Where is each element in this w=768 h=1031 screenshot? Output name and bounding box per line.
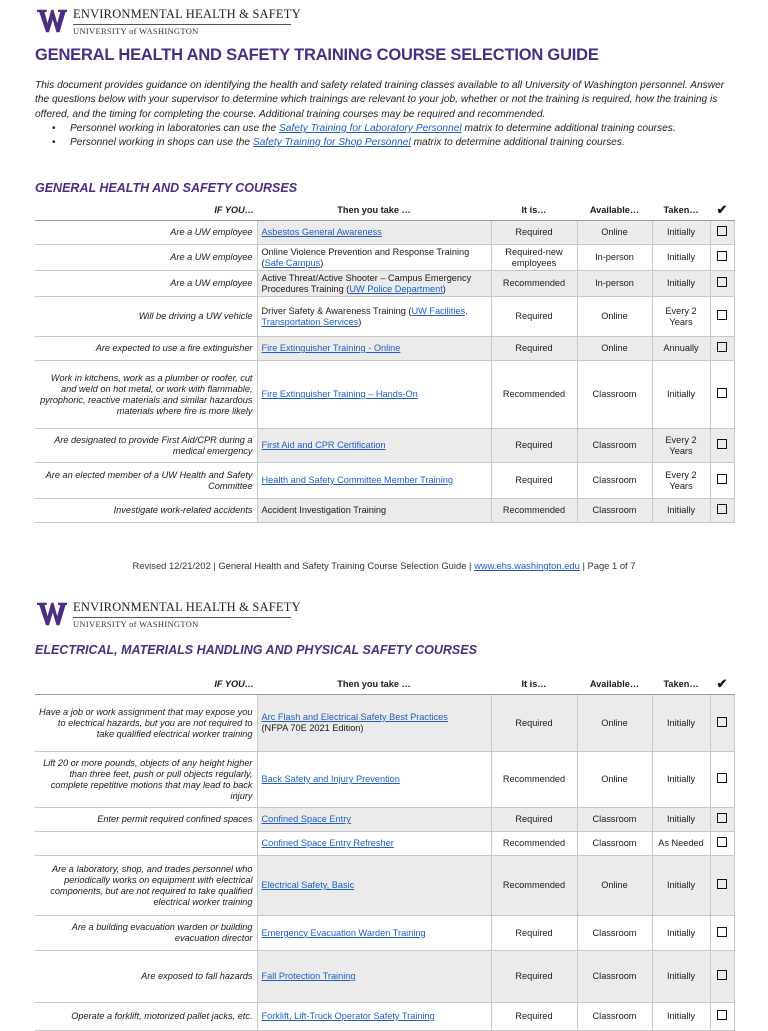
checkbox-cell <box>710 499 734 523</box>
availability-cell: Classroom <box>577 361 652 429</box>
availability-cell: Classroom <box>577 499 652 523</box>
course-cell <box>257 916 491 951</box>
course-cell <box>257 361 491 429</box>
condition-cell: Operate a forklift, motorized pallet jacks, etc. <box>35 1003 257 1031</box>
frequency-cell: Annually <box>652 337 710 361</box>
frequency-cell: Initially <box>652 916 710 951</box>
checkbox-icon[interactable] <box>717 717 727 727</box>
course-link[interactable]: Confined Space Entry <box>261 814 351 824</box>
condition-cell: Are a building evacuation warden or building evacuation director <box>35 916 257 951</box>
bullet-shop: • Personnel working in shops can use the Safety Training for Shop Personnel matrix to determine additional training courses. <box>52 137 625 148</box>
course-cell: Accident Investigation Training <box>257 499 491 523</box>
col-take: Then you take … <box>257 200 491 221</box>
availability-cell: Classroom <box>577 1003 652 1031</box>
frequency-cell: Every 2 Years <box>652 463 710 499</box>
checkbox-cell <box>710 856 734 916</box>
table-row <box>35 832 734 856</box>
bullet-lab: • Personnel working in laboratories can use the Safety Training for Laboratory Personnel matrix to determine additional training courses. <box>52 123 676 134</box>
availability-cell: Online <box>577 856 652 916</box>
checkbox-cell <box>710 337 734 361</box>
checkbox-cell <box>710 951 734 1003</box>
checkbox-icon[interactable] <box>717 879 727 889</box>
table-row <box>35 752 734 808</box>
uw-w-logo <box>37 601 67 627</box>
ehs-website-link[interactable]: www.ehs.washington.edu <box>474 560 580 571</box>
frequency-cell: Initially <box>652 752 710 808</box>
course-cell <box>257 1003 491 1031</box>
checkmark-icon: ✔ <box>710 200 734 221</box>
availability-cell: In-person <box>577 245 652 271</box>
frequency-cell: Initially <box>652 808 710 832</box>
checkbox-cell <box>710 1003 734 1031</box>
requirement-cell: Recommended <box>491 361 577 429</box>
checkbox-cell <box>710 695 734 752</box>
condition-cell: Are designated to provide First Aid/CPR during a medical emergency <box>35 429 257 463</box>
requirement-cell: Required <box>491 337 577 361</box>
course-cell <box>257 752 491 808</box>
checkbox-icon[interactable] <box>717 504 727 514</box>
lab-matrix-link[interactable]: Safety Training for Laboratory Personnel <box>278 123 462 134</box>
course-link[interactable]: Forklift, Lift-Truck Operator Safety Training <box>261 1011 435 1021</box>
course-link[interactable]: Arc Flash and Electrical Safety Best Practices <box>261 712 448 722</box>
frequency-cell: Initially <box>652 271 710 297</box>
condition-cell: Are a UW employee <box>35 245 257 271</box>
requirement-cell: Required <box>491 463 577 499</box>
table-row <box>35 337 734 361</box>
condition-cell: Investigate work-related accidents <box>35 499 257 523</box>
frequency-cell: Every 2 Years <box>652 297 710 337</box>
table-row <box>35 429 734 463</box>
course-link[interactable]: Confined Space Entry Refresher <box>261 838 394 848</box>
frequency-cell: Initially <box>652 245 710 271</box>
col-it-is: It is… <box>491 674 577 695</box>
condition-cell: Have a job or work assignment that may expose you to electrical hazards, but you are not required to take qualified electrical worker training <box>35 695 257 752</box>
checkbox-icon[interactable] <box>717 837 727 847</box>
checkbox-icon[interactable] <box>717 388 727 398</box>
section-title-general: GENERAL HEALTH AND SAFETY COURSES <box>35 181 298 195</box>
checkbox-cell <box>710 429 734 463</box>
requirement-cell: Required-new employees <box>491 245 577 271</box>
table-row <box>35 221 734 245</box>
table-row <box>35 297 734 337</box>
table-row <box>35 1003 734 1031</box>
availability-cell: Online <box>577 221 652 245</box>
intro-text: This document provides guidance on identifying the health and safety related training classes available to all University of Washington personnel. Answer the questions below with your supervisor to determine which trainings are relevant to your job, whether or not the training is required, how the training is offered, and the timing for completing the course. Additional training courses may be required and recommended. <box>35 80 725 120</box>
table-row <box>35 499 734 523</box>
checkbox-icon[interactable] <box>717 277 727 287</box>
checkbox-icon[interactable] <box>717 310 727 320</box>
col-taken: Taken… <box>652 674 710 695</box>
checkmark-icon: ✔ <box>710 674 734 695</box>
condition-cell: Are expected to use a fire extinguisher <box>35 337 257 361</box>
condition-cell: Enter permit required confined spaces <box>35 808 257 832</box>
availability-cell: Online <box>577 695 652 752</box>
requirement-cell: Recommended <box>491 832 577 856</box>
frequency-cell: Initially <box>652 221 710 245</box>
university-name: UNIVERSITY of WASHINGTON <box>73 618 199 629</box>
checkbox-cell <box>710 916 734 951</box>
availability-cell: Classroom <box>577 832 652 856</box>
course-link[interactable]: Back Safety and Injury Prevention <box>261 774 400 784</box>
table-row <box>35 808 734 832</box>
course-link[interactable]: First Aid and CPR Certification <box>261 440 386 450</box>
requirement-cell: Required <box>491 695 577 752</box>
course-link[interactable]: Health and Safety Committee Member Training <box>261 475 453 485</box>
page-footer: Revised 12/21/202 | General Health and Safety Training Course Selection Guide | www.ehs.washington.edu | Page 1 of 7 <box>132 560 636 571</box>
requirement-cell: Recommended <box>491 271 577 297</box>
checkbox-icon[interactable] <box>717 226 727 236</box>
condition-cell <box>35 832 257 856</box>
checkbox-icon[interactable] <box>717 813 727 823</box>
course-cell: Arc Flash and Electrical Safety Best Practices (NFPA 70E 2021 Edition) <box>257 695 491 752</box>
requirement-cell: Required <box>491 951 577 1003</box>
course-cell <box>257 951 491 1003</box>
requirement-cell: Recommended <box>491 752 577 808</box>
frequency-cell: Initially <box>652 951 710 1003</box>
frequency-cell: Initially <box>652 1003 710 1031</box>
table-row <box>35 271 734 297</box>
electrical-courses-table <box>35 674 735 1031</box>
condition-cell: Work in kitchens, work as a plumber or roofer, cut and weld on hot metal, or work with flammable, pyrophoric, reactive materials and similar hazardous materials where fire is more likely <box>35 361 257 429</box>
requirement-cell: Required <box>491 808 577 832</box>
frequency-cell: Every 2 Years <box>652 429 710 463</box>
frequency-cell: Initially <box>652 499 710 523</box>
checkbox-icon[interactable] <box>717 970 727 980</box>
course-cell: Online Violence Prevention and Response Training (Safe Campus) <box>257 245 491 271</box>
university-name: UNIVERSITY of WASHINGTON <box>73 25 199 36</box>
page-title: GENERAL HEALTH AND SAFETY TRAINING COURSE SELECTION GUIDE <box>35 46 599 64</box>
shop-matrix-link[interactable]: Safety Training for Shop Personnel <box>252 137 411 148</box>
frequency-cell: As Needed <box>652 832 710 856</box>
checkbox-cell <box>710 808 734 832</box>
ehs-header <box>37 8 301 35</box>
table-row <box>35 916 734 951</box>
condition-cell: Are a laboratory, shop, and trades personnel who periodically works on equipment with electrical components, but are not required to take qualified electrical worker training <box>35 856 257 916</box>
checkbox-cell <box>710 221 734 245</box>
condition-cell: Will be driving a UW vehicle <box>35 297 257 337</box>
availability-cell: In-person <box>577 271 652 297</box>
course-cell <box>257 337 491 361</box>
table-row <box>35 856 734 916</box>
frequency-cell: Initially <box>652 695 710 752</box>
availability-cell: Classroom <box>577 916 652 951</box>
course-cell <box>257 463 491 499</box>
requirement-cell: Recommended <box>491 499 577 523</box>
checkbox-icon[interactable] <box>717 474 727 484</box>
col-if-you: IF YOU… <box>35 200 257 221</box>
org-name: ENVIRONMENTAL HEALTH & SAFETY <box>73 7 301 21</box>
availability-cell: Online <box>577 297 652 337</box>
checkbox-icon[interactable] <box>717 773 727 783</box>
checkbox-cell <box>710 297 734 337</box>
col-if-you: IF YOU… <box>35 674 257 695</box>
condition-cell: Are a UW employee <box>35 221 257 245</box>
uw-w-logo <box>37 8 67 34</box>
course-cell <box>257 832 491 856</box>
checkbox-cell <box>710 245 734 271</box>
col-available: Available… <box>577 674 652 695</box>
course-link[interactable]: UW Police Department <box>349 283 443 294</box>
checkbox-icon[interactable] <box>717 342 727 352</box>
col-available: Available… <box>577 200 652 221</box>
frequency-cell: Initially <box>652 856 710 916</box>
availability-cell: Classroom <box>577 429 652 463</box>
condition-cell: Are a UW employee <box>35 271 257 297</box>
course-link[interactable]: Emergency Evacuation Warden Training <box>261 927 426 938</box>
general-courses-table <box>35 200 735 523</box>
checkbox-cell <box>710 752 734 808</box>
requirement-cell: Recommended <box>491 856 577 916</box>
availability-cell: Classroom <box>577 808 652 832</box>
course-cell: Driver Safety & Awareness Training (UW Facilities, Transportation Services) <box>257 297 491 337</box>
checkbox-cell <box>710 832 734 856</box>
ehs-header-page2 <box>37 601 301 628</box>
condition-cell: Are exposed to fall hazards <box>35 951 257 1003</box>
course-link[interactable]: Fall Protection Training <box>261 971 356 981</box>
course-cell <box>257 808 491 832</box>
course-cell: Active Threat/Active Shooter – Campus Emergency Procedures Training (UW Police Department) <box>257 271 491 297</box>
requirement-cell: Required <box>491 1003 577 1031</box>
checkbox-icon[interactable] <box>717 1010 727 1020</box>
table-row <box>35 951 734 1003</box>
availability-cell: Online <box>577 337 652 361</box>
course-link[interactable]: UW Facilities, Transportation Services <box>261 305 468 327</box>
checkbox-cell <box>710 271 734 297</box>
section-title-electrical: ELECTRICAL, MATERIALS HANDLING AND PHYSICAL SAFETY COURSES <box>35 643 477 657</box>
requirement-cell: Required <box>491 221 577 245</box>
course-cell <box>257 429 491 463</box>
col-it-is: It is… <box>491 200 577 221</box>
availability-cell: Classroom <box>577 951 652 1003</box>
frequency-cell: Initially <box>652 361 710 429</box>
checkbox-icon[interactable] <box>717 251 727 261</box>
requirement-cell: Required <box>491 916 577 951</box>
course-link[interactable]: Safe Campus <box>264 257 321 268</box>
requirement-cell: Required <box>491 429 577 463</box>
col-take: Then you take … <box>257 674 491 695</box>
course-cell <box>257 856 491 916</box>
table-row <box>35 361 734 429</box>
course-link[interactable]: Fire Extinguisher Training - Online <box>261 343 401 353</box>
checkbox-icon[interactable] <box>717 927 727 937</box>
table-row <box>35 695 734 752</box>
col-taken: Taken… <box>652 200 710 221</box>
course-link[interactable]: Asbestos General Awareness <box>261 227 382 237</box>
checkbox-icon[interactable] <box>717 439 727 449</box>
condition-cell: Lift 20 or more pounds, objects of any height higher than three feet, push or pull objects regularly, complete repetitive motions that may lead to back injury <box>35 752 257 808</box>
availability-cell: Classroom <box>577 463 652 499</box>
table-row <box>35 245 734 271</box>
requirement-cell: Required <box>491 297 577 337</box>
course-link[interactable]: Electrical Safety, Basic <box>261 880 355 890</box>
course-link[interactable]: Fire Extinguisher Training – Hands-On <box>261 389 418 399</box>
checkbox-cell <box>710 463 734 499</box>
availability-cell: Online <box>577 752 652 808</box>
course-cell <box>257 221 491 245</box>
checkbox-cell <box>710 361 734 429</box>
table-row <box>35 463 734 499</box>
condition-cell: Are an elected member of a UW Health and Safety Committee <box>35 463 257 499</box>
org-name: ENVIRONMENTAL HEALTH & SAFETY <box>73 600 301 614</box>
